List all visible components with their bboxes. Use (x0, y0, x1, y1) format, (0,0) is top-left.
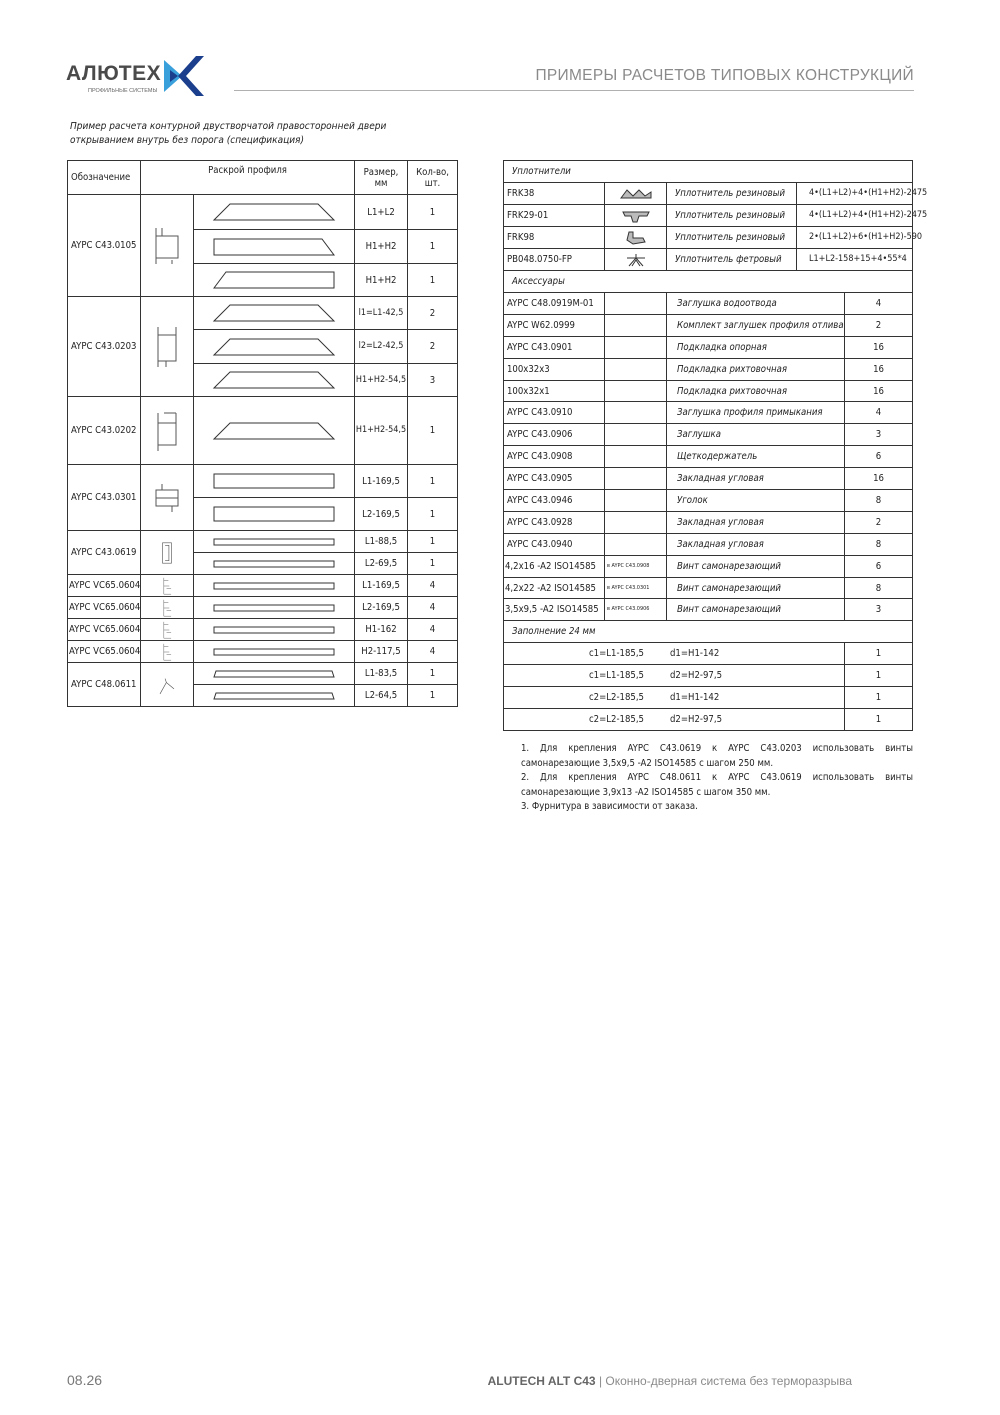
rubber-seal-icon (619, 230, 653, 246)
accessory-code-cell: AYPC C43.0928 (504, 511, 605, 533)
filling-width: c2=L2-185,5 (588, 714, 644, 726)
profile-cut-thin-trap-icon (212, 670, 336, 678)
header-size-line-1: Размер, (363, 166, 399, 178)
caption-line-2: открыванием внутрь без порога (спецификация) (70, 135, 304, 146)
accessory-quantity-cell: 8 (845, 577, 913, 599)
table-row (504, 577, 913, 599)
quantity-cell: 1 (408, 264, 458, 297)
profile-cut-cell (194, 465, 355, 498)
accessory-code-cell: AYPC W62.0999 (504, 314, 605, 336)
profile-cut-cell (194, 498, 355, 531)
designation-cell: AYPC C48.0611 (68, 663, 141, 707)
filling-size-cell (504, 687, 845, 709)
accessory-quantity-cell: 3 (845, 424, 913, 446)
page-number: 08.26 (67, 1372, 103, 1388)
filling-width: c1=L1-185,5 (588, 648, 644, 660)
accessory-ref-cell (605, 336, 667, 358)
seal-profile-cell (605, 227, 667, 249)
accessory-ref-cell (605, 533, 667, 555)
header-quantity-line-2: шт. (424, 177, 441, 189)
logo-mark-icon (164, 56, 204, 96)
accessory-code-cell: 100x32x1 (504, 380, 605, 402)
footer-separator: | (595, 1374, 606, 1388)
profile-section-icon (152, 598, 182, 618)
seal-code-cell: FRK38 (504, 183, 605, 205)
accessory-ref-cell: в AYPC C43.0908 (605, 555, 667, 577)
header-quantity-line-1: Кол-во, (416, 166, 449, 178)
header-size (355, 161, 408, 195)
logo-text: АЛЮТЕХ (66, 62, 162, 85)
page-header-title: ПРИМЕРЫ РАСЧЕТОВ ТИПОВЫХ КОНСТРУКЦИЙ (535, 67, 914, 84)
accessory-code-cell: AYPC C43.0906 (504, 424, 605, 446)
accessory-code-cell: AYPC C43.0901 (504, 336, 605, 358)
accessory-ref-cell (605, 490, 667, 512)
profile-cut-cell (194, 230, 355, 264)
designation-cell: AYPC C43.0202 (68, 397, 141, 465)
accessory-ref-cell (605, 293, 667, 315)
quantity-cell: 4 (408, 597, 458, 619)
table-row (504, 665, 913, 687)
caption-line-1: Пример расчета контурной двустворчатой правосторонней двери (70, 121, 387, 132)
filling-width: c1=L1-185,5 (588, 670, 644, 682)
seal-profile-cell (605, 183, 667, 205)
accessory-quantity-cell: 16 (845, 358, 913, 380)
accessory-ref-cell (605, 511, 667, 533)
table-row (68, 195, 458, 230)
accessory-name-cell: Подкладка рихтовочная (667, 358, 845, 380)
table-row (504, 643, 913, 665)
seal-name-cell: Уплотнитель резиновый (667, 227, 797, 249)
accessory-name-cell: Щеткодержатель (667, 446, 845, 468)
size-cell: L2-64,5 (355, 685, 408, 707)
seal-formula-cell: 2•(L1+L2)+6•(H1+H2)-590 (797, 227, 913, 249)
designation-cell: AYPC C43.0301 (68, 465, 141, 531)
seal-formula-cell: 4•(L1+L2)+4•(H1+H2)-2475 (797, 183, 913, 205)
table-header-row (68, 161, 458, 195)
table-row (504, 358, 913, 380)
profile-section-cell (141, 465, 194, 531)
profile-cut-cell (194, 553, 355, 575)
profile-cut-cell (194, 575, 355, 597)
profile-section-icon (152, 576, 182, 596)
footer-brand-name: ALUTECH ALT C43 (487, 1374, 596, 1388)
profile-cut-cell (194, 685, 355, 707)
table-row (68, 465, 458, 498)
profile-cut-trap-left-icon (212, 271, 336, 289)
accessory-code-cell: AYPC C43.0910 (504, 402, 605, 424)
seal-profile-cell (605, 249, 667, 271)
accessory-ref-cell (605, 446, 667, 468)
table-row (504, 249, 913, 271)
size-cell: L1-169,5 (355, 465, 408, 498)
profile-cut-trapezoid-icon (212, 304, 336, 322)
profile-cut-cell (194, 531, 355, 553)
filling-height: d1=H1-142 (670, 692, 720, 704)
table-row (504, 380, 913, 402)
quantity-cell: 1 (408, 397, 458, 465)
table-row (504, 336, 913, 358)
accessory-code-cell: AYPC C48.0919M-01 (504, 293, 605, 315)
accessory-code-cell: 4,2x16 -A2 ISO14585 (504, 555, 605, 577)
accessory-ref-cell: в AYPC C43.0301 (605, 577, 667, 599)
logo-subtitle: ПРОФИЛЬНЫЕ СИСТЕМЫ (88, 88, 158, 94)
header-profile-cut: Раскрой профиля (141, 161, 355, 195)
seal-name-cell: Уплотнитель фетровый (667, 249, 797, 271)
table-row (504, 446, 913, 468)
profile-cut-cell (194, 597, 355, 619)
brush-seal-icon (619, 252, 653, 268)
header-designation: Обозначение (68, 161, 141, 195)
profile-cut-thin-icon (212, 560, 336, 568)
designation-cell: AYPC C43.0203 (68, 297, 141, 397)
quantity-cell: 1 (408, 553, 458, 575)
accessory-name-cell: Закладная угловая (667, 511, 845, 533)
quantity-cell: 4 (408, 641, 458, 663)
size-cell: H1+H2 (355, 230, 408, 264)
quantity-cell: 1 (408, 195, 458, 230)
designation-cell: AYPC C43.0105 (68, 195, 141, 297)
accessory-quantity-cell: 3 (845, 599, 913, 621)
size-cell: H1+H2-54,5 (355, 364, 408, 397)
profile-cut-thin-icon (212, 538, 336, 546)
profile-cut-cell (194, 195, 355, 230)
accessory-name-cell: Подкладка рихтовочная (667, 380, 845, 402)
accessory-code-cell: AYPC C43.0905 (504, 468, 605, 490)
note-1: 1. Для крепления AYPC C43.0619 к AYPC C43.0203 использовать винты самонарезающие 3,5x9,5 -A2 ISO14585 с шагом 250 мм. (521, 743, 913, 769)
profile-cut-rect-icon (212, 473, 336, 489)
accessory-ref-cell (605, 314, 667, 336)
rubber-seal-icon (619, 186, 653, 202)
accessory-code-cell: AYPC C43.0940 (504, 533, 605, 555)
table-row (504, 183, 913, 205)
accessory-quantity-cell: 6 (845, 446, 913, 468)
filling-quantity-cell: 1 (845, 687, 913, 709)
quantity-cell: 2 (408, 297, 458, 330)
table-row (504, 555, 913, 577)
accessory-name-cell: Закладная угловая (667, 533, 845, 555)
accessory-quantity-cell: 16 (845, 468, 913, 490)
profile-section-icon (152, 409, 182, 453)
accessories-section-title (504, 271, 913, 293)
profile-section-cell (141, 575, 194, 597)
profile-section-icon (152, 620, 182, 640)
table-row (504, 293, 913, 315)
table-row (504, 687, 913, 709)
rubber-seal-icon (619, 208, 653, 224)
seal-formula-cell: 4•(L1+L2)+4•(H1+H2)-2475 (797, 205, 913, 227)
accessory-quantity-cell: 2 (845, 511, 913, 533)
profile-section-icon (152, 642, 182, 662)
table-row (68, 663, 458, 685)
quantity-cell: 1 (408, 465, 458, 498)
size-cell: H1-162 (355, 619, 408, 641)
header-divider (234, 90, 914, 91)
profile-cut-cell (194, 641, 355, 663)
accessory-name-cell: Комплект заглушек профиля отлива (667, 314, 845, 336)
accessories-section-title-label: Аксессуары (504, 271, 913, 293)
filling-quantity-cell: 1 (845, 643, 913, 665)
table-row (504, 314, 913, 336)
filling-height: d2=H2-97,5 (670, 714, 722, 726)
table-row (504, 599, 913, 621)
accessory-ref-cell: в AYPC C43.0906 (605, 599, 667, 621)
profile-cut-trapezoid-icon (212, 338, 336, 356)
profile-cut-table (67, 160, 458, 707)
profile-section-cell (141, 597, 194, 619)
profile-cut-cell (194, 397, 355, 465)
profile-cut-cell (194, 619, 355, 641)
table-row (504, 402, 913, 424)
seal-code-cell: FRK98 (504, 227, 605, 249)
size-cell: L1+L2 (355, 195, 408, 230)
seal-profile-cell (605, 205, 667, 227)
filling-size-cell (504, 709, 845, 731)
profile-section-cell (141, 619, 194, 641)
designation-cell: AYPC VC65.0604 (68, 575, 141, 597)
profile-cut-thin-icon (212, 648, 336, 656)
accessory-quantity-cell: 6 (845, 555, 913, 577)
quantity-cell: 4 (408, 619, 458, 641)
accessory-quantity-cell: 8 (845, 533, 913, 555)
accessory-quantity-cell: 16 (845, 336, 913, 358)
header-quantity (408, 161, 458, 195)
table-row (504, 709, 913, 731)
size-cell: H2-117,5 (355, 641, 408, 663)
note-3: 3. Фурнитура в зависимости от заказа. (521, 801, 698, 812)
accessory-name-cell: Уголок (667, 490, 845, 512)
size-cell: L2-69,5 (355, 553, 408, 575)
size-cell: H1+H2-54,5 (355, 397, 408, 465)
table-row (68, 641, 458, 663)
table-row (504, 205, 913, 227)
accessory-name-cell: Подкладка опорная (667, 336, 845, 358)
accessory-quantity-cell: 2 (845, 314, 913, 336)
profile-cut-thin-icon (212, 626, 336, 634)
accessory-name-cell: Заглушка (667, 424, 845, 446)
company-logo (66, 56, 216, 96)
quantity-cell: 1 (408, 230, 458, 264)
table-row (504, 424, 913, 446)
size-cell: L2-169,5 (355, 498, 408, 531)
filling-section-title (504, 621, 913, 643)
size-cell: L1-169,5 (355, 575, 408, 597)
profile-cut-trap-right-icon (212, 238, 336, 256)
size-cell: l1=L1-42,5 (355, 297, 408, 330)
profile-cut-cell (194, 330, 355, 364)
profile-section-icon (152, 539, 182, 567)
accessory-name-cell: Винт самонарезающий (667, 577, 845, 599)
seal-code-cell: FRK29-01 (504, 205, 605, 227)
profile-cut-thin-icon (212, 582, 336, 590)
table-row (504, 533, 913, 555)
profile-cut-thin-trap-icon (212, 692, 336, 700)
size-cell: L1-83,5 (355, 663, 408, 685)
quantity-cell: 4 (408, 575, 458, 597)
notes-block (521, 742, 913, 815)
size-cell: l2=L2-42,5 (355, 330, 408, 364)
quantity-cell: 2 (408, 330, 458, 364)
accessory-name-cell: Винт самонарезающий (667, 555, 845, 577)
profile-cut-cell (194, 663, 355, 685)
seal-code-cell: PB048.0750-FP (504, 249, 605, 271)
filling-size-cell (504, 665, 845, 687)
profile-section-icon (152, 224, 182, 268)
filling-quantity-cell: 1 (845, 665, 913, 687)
accessory-ref-cell (605, 358, 667, 380)
filling-height: d2=H2-97,5 (670, 670, 722, 682)
accessory-quantity-cell: 8 (845, 490, 913, 512)
profile-section-cell (141, 663, 194, 707)
accessory-code-cell: AYPC C43.0946 (504, 490, 605, 512)
accessory-code-cell: 4,2x22 -A2 ISO14585 (504, 577, 605, 599)
accessory-name-cell: Заглушка профиля примыкания (667, 402, 845, 424)
accessory-code-cell: 3,5x9,5 -A2 ISO14585 (504, 599, 605, 621)
profile-cut-rect-icon (212, 506, 336, 522)
accessory-code-cell: 100x32x3 (504, 358, 605, 380)
profile-section-icon (152, 476, 182, 520)
size-cell: L1-88,5 (355, 531, 408, 553)
designation-cell: AYPC C43.0619 (68, 531, 141, 575)
profile-cut-cell (194, 297, 355, 330)
accessory-quantity-cell: 16 (845, 380, 913, 402)
table-row (504, 227, 913, 249)
profile-section-cell (141, 297, 194, 397)
table-row (504, 468, 913, 490)
accessory-name-cell: Заглушка водоотвода (667, 293, 845, 315)
accessory-name-cell: Винт самонарезающий (667, 599, 845, 621)
designation-cell: AYPC VC65.0604 (68, 619, 141, 641)
table-row (68, 531, 458, 553)
table-row (68, 619, 458, 641)
filling-size-cell (504, 643, 845, 665)
accessory-quantity-cell: 4 (845, 402, 913, 424)
table-row (68, 297, 458, 330)
quantity-cell: 1 (408, 685, 458, 707)
quantity-cell: 1 (408, 663, 458, 685)
specification-caption (70, 120, 430, 148)
profile-cut-trapezoid-icon (212, 371, 336, 389)
profile-cut-trapezoid-icon (212, 422, 336, 440)
footer-system-name: Оконно-дверная система без терморазрыва (605, 1374, 852, 1388)
filling-quantity-cell: 1 (845, 709, 913, 731)
seals-section-title (504, 161, 913, 183)
quantity-cell: 1 (408, 498, 458, 531)
table-row (68, 575, 458, 597)
profile-section-cell (141, 531, 194, 575)
quantity-cell: 1 (408, 531, 458, 553)
size-cell: H1+H2 (355, 264, 408, 297)
seal-name-cell: Уплотнитель резиновый (667, 205, 797, 227)
filling-width: c2=L2-185,5 (588, 692, 644, 704)
accessory-name-cell: Закладная угловая (667, 468, 845, 490)
footer-brand (488, 1374, 852, 1388)
profile-section-cell (141, 641, 194, 663)
table-row (504, 490, 913, 512)
table-row (68, 397, 458, 465)
quantity-cell: 3 (408, 364, 458, 397)
profile-cut-cell (194, 264, 355, 297)
accessory-quantity-cell: 4 (845, 293, 913, 315)
table-row (68, 597, 458, 619)
note-2: 2. Для крепления AYPC C48.0611 к AYPC C43.0619 использовать винты самонарезающие 3,9x13 -A2 ISO14585 с шагом 350 мм. (521, 772, 913, 798)
seal-name-cell: Уплотнитель резиновый (667, 183, 797, 205)
filling-section-title-label: Заполнение 24 мм (504, 621, 913, 643)
accessory-code-cell: AYPC C43.0908 (504, 446, 605, 468)
accessories-table (503, 160, 928, 731)
designation-cell: AYPC VC65.0604 (68, 641, 141, 663)
accessory-ref-cell (605, 402, 667, 424)
profile-section-cell (141, 195, 194, 297)
profile-section-icon (152, 325, 182, 369)
profile-cut-trapezoid-icon (212, 203, 336, 221)
header-size-line-2: мм (374, 177, 388, 189)
seals-section-title-label: Уплотнители (504, 161, 913, 183)
seal-formula-cell: L1+L2-158+15+4•55*4 (797, 249, 913, 271)
accessory-ref-cell (605, 468, 667, 490)
designation-cell: AYPC VC65.0604 (68, 597, 141, 619)
profile-section-cell (141, 397, 194, 465)
profile-section-icon (152, 671, 182, 699)
profile-cut-thin-icon (212, 604, 336, 612)
accessory-ref-cell (605, 380, 667, 402)
profile-cut-cell (194, 364, 355, 397)
size-cell: L2-169,5 (355, 597, 408, 619)
filling-height: d1=H1-142 (670, 648, 720, 660)
accessory-ref-cell (605, 424, 667, 446)
table-row (504, 511, 913, 533)
